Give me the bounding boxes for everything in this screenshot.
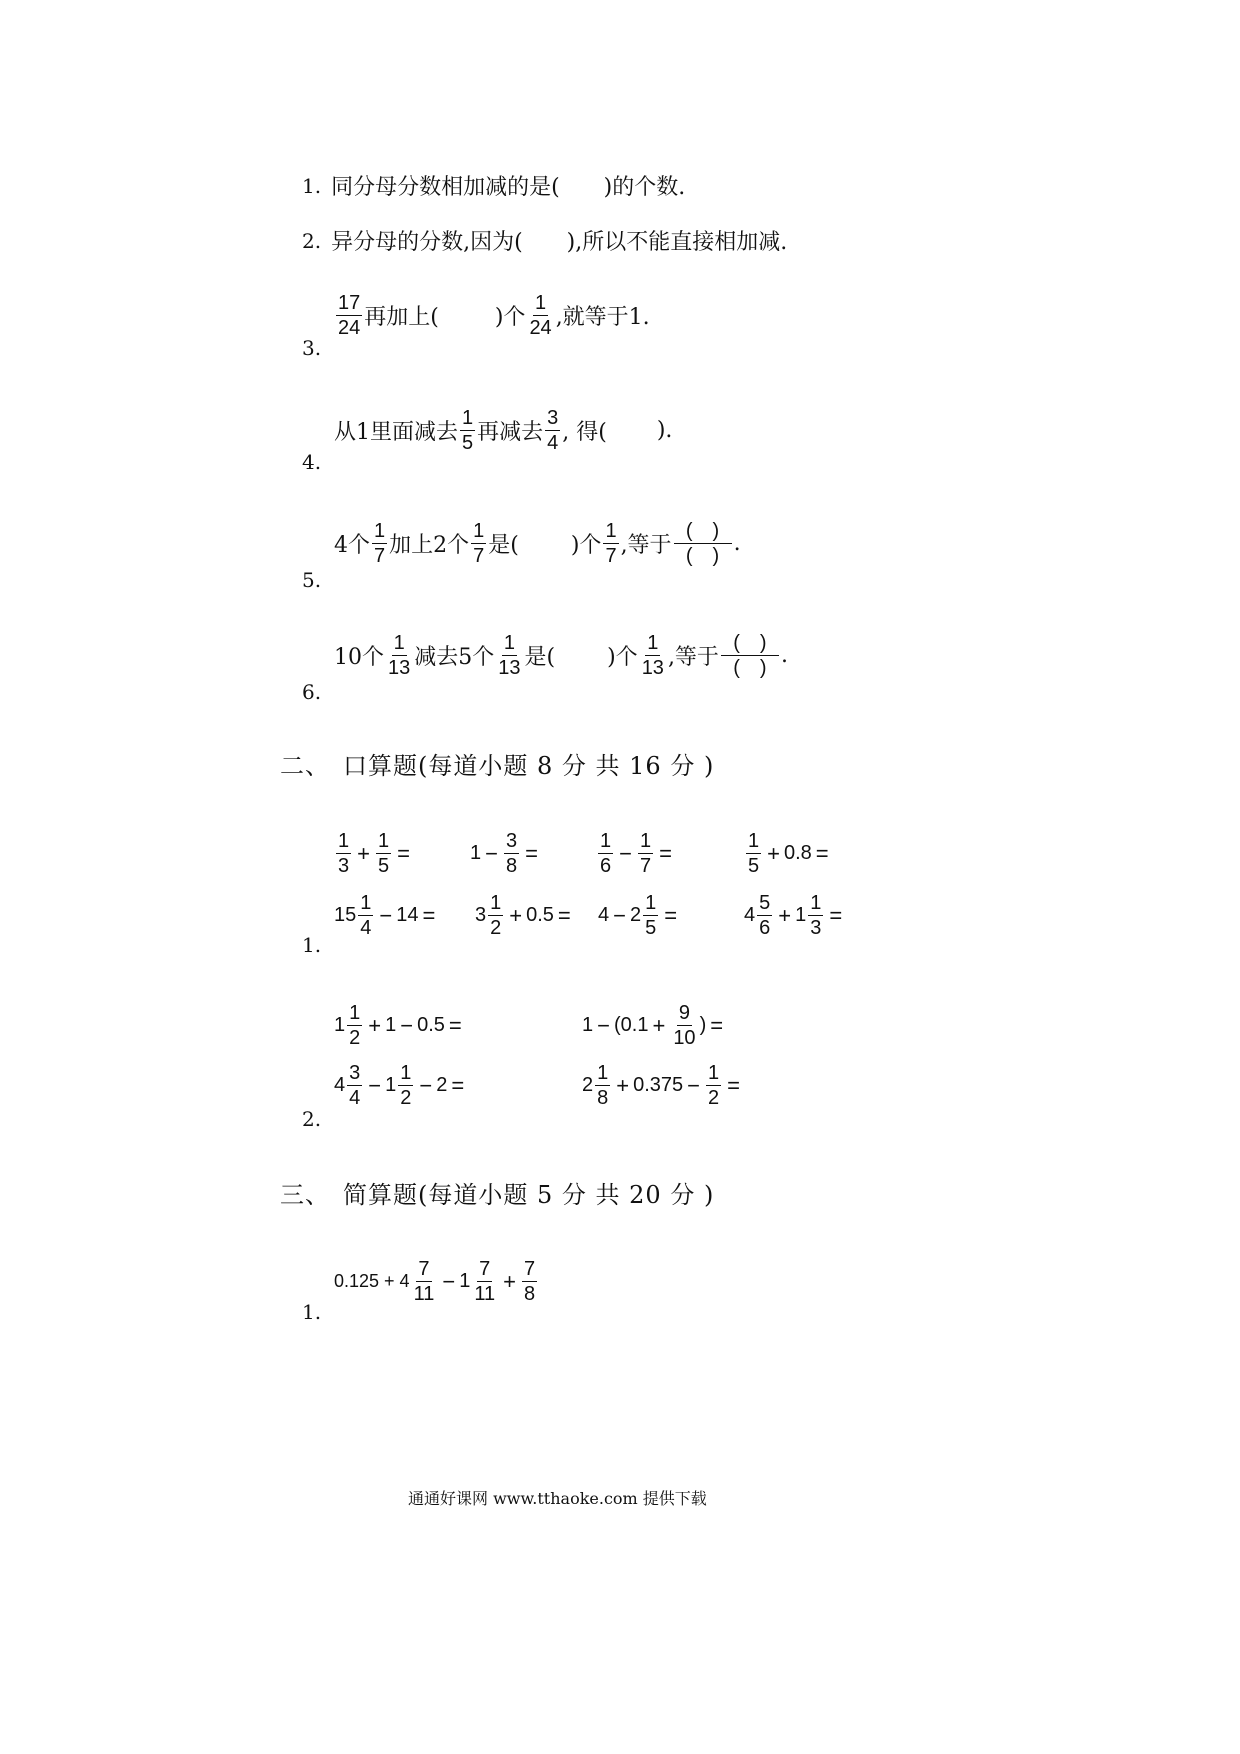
section-3-heading: 三、 简算题(每道小题 5 分 共 20 分 )	[280, 1181, 715, 1209]
oral-calc-expr: 1 − (0.1 + $\frac{9}{10}$ ) =	[582, 1002, 724, 1049]
fraction: $\frac{1}{24}$	[529, 292, 552, 339]
question-number: 2.	[302, 228, 322, 253]
footer-credit: 通通好课网 www.tthaoke.com 提供下载	[408, 1489, 707, 1508]
question-text: )个	[570, 533, 602, 558]
answer-fraction-blank[interactable]: $\frac{( )}{( )}$	[674, 520, 732, 567]
question-text: 是(	[488, 533, 519, 558]
question-6	[334, 632, 788, 679]
section-3-q1-number: 1.	[302, 1300, 322, 1324]
question-text: ).	[656, 418, 673, 443]
question-1	[302, 170, 685, 201]
question-text: 同分母分数相加减的是( )的个数.	[331, 175, 686, 200]
oral-calc-expr: $\frac{1}{3}$ + $\frac{1}{5}$ =	[338, 830, 410, 877]
question-text: .	[780, 643, 788, 668]
question-2	[302, 225, 787, 256]
question-text: 4个	[334, 533, 370, 558]
fraction: $\frac{1}{13}$	[388, 632, 411, 679]
oral-calc-expr: $\frac{1}{5}$ + 0.8 =	[748, 830, 829, 877]
question-text: )个	[607, 645, 638, 670]
question-text: 是(	[524, 645, 556, 670]
question-text: ,等于	[667, 645, 719, 670]
question-text: )个	[494, 305, 526, 330]
question-4	[334, 407, 672, 454]
fraction: $\frac{1}{7}$	[605, 520, 617, 567]
question-text: 再加上(	[364, 305, 439, 330]
question-text: ,等于	[620, 533, 672, 558]
question-number: 1.	[302, 173, 322, 198]
question-text: ,就等于1.	[555, 305, 650, 330]
fraction: $\frac{1}{13}$	[641, 632, 664, 679]
fraction: $\frac{1}{13}$	[498, 632, 521, 679]
oral-calc-expr: 1 − $\frac{3}{8}$ =	[470, 830, 538, 877]
oral-calc-expr: 1 $\frac{1}{2}$ + 1 − 0.5 =	[334, 1002, 462, 1049]
oral-calc-expr: 4 $\frac{3}{4}$ − 1 $\frac{1}{2}$ − 2 =	[334, 1062, 465, 1109]
question-text: 再减去	[477, 420, 544, 445]
question-5-number: 5.	[302, 568, 322, 592]
fraction: $\frac{17}{24}$	[338, 292, 361, 339]
oral-calc-expr: 15 $\frac{1}{4}$ − 14 =	[334, 892, 436, 939]
section-2-heading: 二、 口算题(每道小题 8 分 共 16 分 )	[280, 752, 715, 780]
fraction: $\frac{1}{7}$	[374, 520, 386, 567]
question-text: .	[733, 531, 741, 556]
question-text: 减去5个	[414, 645, 495, 670]
oral-calc-expr: 4 $\frac{5}{6}$ + 1 $\frac{1}{3}$ =	[744, 892, 843, 939]
question-text: 从1里面减去	[334, 420, 458, 445]
question-text: 10个	[334, 645, 384, 670]
section-2-q1-number: 1.	[302, 933, 322, 957]
answer-fraction-blank[interactable]: $\frac{( )}{( )}$	[721, 632, 779, 679]
question-text: , 得(	[562, 420, 607, 445]
oral-calc-expr: 4 − 2 $\frac{1}{5}$ =	[598, 892, 678, 939]
fraction: $\frac{1}{7}$	[473, 520, 485, 567]
question-3	[334, 292, 650, 339]
oral-calc-expr: 3 $\frac{1}{2}$ + 0.5 =	[475, 892, 571, 939]
question-6-number: 6.	[302, 680, 322, 704]
question-text: 加上2个	[389, 533, 470, 558]
question-3-number: 3.	[302, 336, 322, 360]
oral-calc-expr: $\frac{1}{6}$ − $\frac{1}{7}$ =	[600, 830, 672, 877]
oral-calc-expr: 2 $\frac{1}{8}$ + 0.375 − $\frac{1}{2}$ =	[582, 1062, 741, 1109]
fraction: $\frac{1}{5}$	[462, 407, 474, 454]
question-5	[334, 520, 741, 567]
simplify-calc-expr: 0.125 + 4 $\frac{7}{11}$ − 1 $\frac{7}{11}$ + $\frac{7}{8}$	[334, 1258, 536, 1305]
question-4-number: 4.	[302, 450, 322, 474]
section-2-q2-number: 2.	[302, 1107, 322, 1131]
fraction: $\frac{3}{4}$	[547, 407, 559, 454]
question-text: 异分母的分数,因为( ),所以不能直接相加减.	[331, 230, 788, 255]
